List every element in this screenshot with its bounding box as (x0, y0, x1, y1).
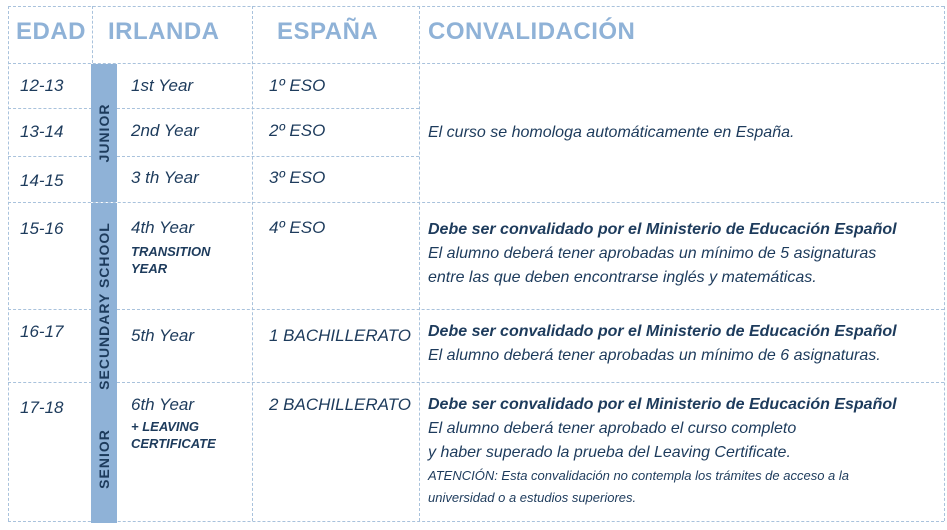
header-convalidacion: CONVALIDACIÓN (428, 18, 636, 45)
row5-edad: 16-17 (20, 322, 64, 341)
row3-irlanda: 3 th Year (131, 168, 199, 187)
row3-edad: 14-15 (20, 171, 64, 190)
row6-espana: 2 BACHILLERATO (269, 395, 412, 414)
row2-edad: 13-14 (20, 122, 64, 141)
row5-espana: 1 BACHILLERATO (269, 326, 412, 345)
conv-row5-line1: El alumno deberá tener aprobadas un mínimo de 6 asignaturas. (428, 347, 881, 364)
band-junior-label: JUNIOR (96, 103, 112, 163)
conv-row6-note1: ATENCIÓN: Esta convalidación no contempla los trámites de acceso a la (428, 468, 850, 483)
band-junior (91, 64, 117, 202)
row1-edad: 12-13 (20, 76, 64, 95)
band-secondary-label: SECUNDARY SCHOOL (96, 222, 112, 390)
conv-row5 (428, 320, 897, 368)
conv-row4-line2: entre las que deben encontrarse inglés y matemáticas. (428, 269, 817, 286)
header-espana: ESPAÑA (277, 18, 379, 45)
conv-row6-line2: y haber superado la prueba del Leaving Certificate. (428, 444, 791, 461)
row6-edad: 17-18 (20, 398, 64, 417)
row5-irlanda: 5th Year (131, 326, 195, 345)
conv-junior: El curso se homologa automáticamente en España. (428, 124, 795, 141)
band-senior-label: SENIOR (96, 429, 112, 489)
row6-irlanda: 6th Year (131, 395, 195, 414)
conv-row4-title: Debe ser convalidado por el Ministerio de Educación Español (428, 221, 897, 238)
header-irlanda: IRLANDA (108, 18, 220, 45)
row4-edad: 15-16 (20, 219, 64, 238)
row6-irlanda-sub1: + LEAVING (131, 419, 200, 434)
conv-row6 (428, 393, 897, 509)
header-edad: EDAD (16, 18, 87, 45)
row6-irlanda-sub2: CERTIFICATE (131, 436, 216, 451)
row1-espana: 1º ESO (269, 76, 326, 95)
conv-row4-line1: El alumno deberá tener aprobadas un mínimo de 5 asignaturas (428, 245, 877, 262)
row2-irlanda: 2nd Year (131, 121, 199, 140)
band-secondary-school (91, 203, 117, 523)
conv-row4 (428, 218, 897, 290)
conv-row5-title: Debe ser convalidado por el Ministerio de Educación Español (428, 323, 897, 340)
row4-irlanda-sub2: YEAR (131, 261, 168, 276)
row3-espana: 3º ESO (269, 168, 326, 187)
conv-row6-line1: El alumno deberá tener aprobado el curso completo (428, 420, 797, 437)
row2-espana: 2º ESO (269, 121, 326, 140)
row1-irlanda: 1st Year (131, 76, 194, 95)
conv-row6-title: Debe ser convalidado por el Ministerio de Educación Español (428, 396, 897, 413)
row4-espana: 4º ESO (269, 218, 326, 237)
row4-irlanda: 4th Year (131, 218, 195, 237)
conv-row6-note2: universidad o a estudios superiores. (428, 490, 637, 505)
row4-irlanda-sub1: TRANSITION (131, 244, 211, 259)
